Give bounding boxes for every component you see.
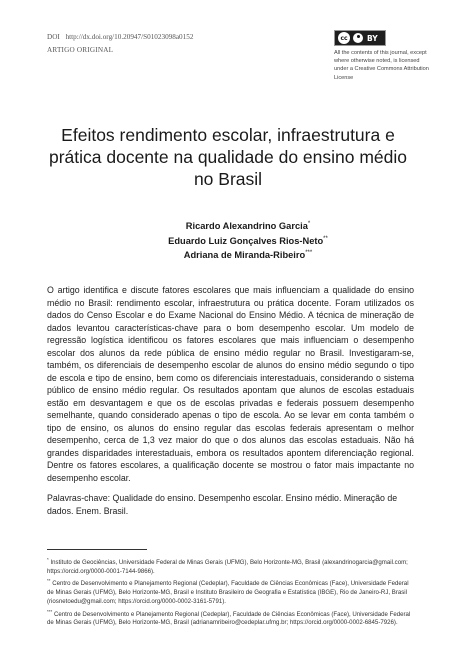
doi-prefix: DOI bbox=[47, 33, 60, 41]
keywords-label: Palavras-chave: bbox=[47, 493, 111, 503]
doi-link[interactable]: http://dx.doi.org/10.20947/S01023098a0152 bbox=[65, 33, 194, 41]
author-name: Adriana de Miranda-Ribeiro bbox=[183, 250, 306, 261]
abstract: O artigo identifica e discute fatores escolares que mais influenciam a qualidade do ensino médio no Brasil: rendimento escolar, infraestrutura ou prática docente. Foram utilizados os dados do Censo Escolar e do Exame Nacional do Ensino Médio. A técnica de mineração de dados levantou características-chave para o bom desempenho escolar. Um modelo de regressão logística identificou os fatores escolares que mais influenciam o desempenho escolar dos alunos da rede pública de ensino médio regular no Brasil. Investigaram-se, também, os diferenciais de desempenho escolar de alunos do ensino médio segundo o tipo de escola e tipo de ensino, bem como os diferenciais interestaduais, considerando o sistema público de ensino médio regular. Os resultados apontam que alunos de escolas estaduais estão em desvantagem e que os de escolas privadas e federais possuem desempenho semelhante, quando considerado apenas o tipo de escola. Ao se levar em conta também o tipo de ensino, os alunos do ensino regular das escolas federais apresentam o melhor desempenho, cerca de 1,3 vez maior do que o dos alunos das escolas estaduais. Não há grandes disparidades interestaduais, embora os resultados apontem diferenciação regional. Dentre os fatores escolares, a qualificação docente se mostrou o fator mais impactante no desempenho escolar. bbox=[47, 285, 414, 483]
article-type: ARTIGO ORIGINAL bbox=[47, 46, 114, 54]
keywords bbox=[47, 492, 414, 517]
license-badge-label: BY bbox=[367, 33, 378, 43]
footnote bbox=[47, 577, 415, 606]
author-name: Eduardo Luiz Gonçalves Rios-Neto bbox=[168, 235, 324, 246]
author-footnote-mark[interactable]: * bbox=[307, 221, 311, 227]
footnote-text: Instituto de Geociências, Universidade Federal de Minas Gerais (UFMG), Belo Horizonte-MG, Brasil (alexandrinogarcia@gmail.com; https://orcid.org/0000-0001-7144-9866). bbox=[47, 559, 408, 575]
keywords-text: Qualidade do ensino. Desempenho escolar. Ensino médio. Mineração de dados. Enem. Brasil. bbox=[47, 493, 398, 516]
license-notice: All the contents of this journal, except where otherwise noted, is licensed under a Creative Commons Attribution License bbox=[334, 50, 429, 81]
footnote-mark: ** bbox=[47, 578, 51, 584]
author-footnote-mark[interactable]: *** bbox=[305, 250, 313, 257]
footnotes bbox=[47, 556, 415, 629]
author-footnote-mark[interactable]: ** bbox=[323, 235, 328, 242]
cc-by-license-badge[interactable] bbox=[334, 30, 386, 46]
footnote-mark: * bbox=[47, 557, 49, 562]
author-2 bbox=[120, 233, 376, 248]
footnote-text: Centro de Desenvolvimento e Planejamento Regional (Cedeplar), Faculdade de Ciências Econômicas (Face), Universidade Federal de Minas Gerais (UFMG), Belo Horizonte-MG, Brasil e Instituto Brasileiro de Geografia e Estatística (IBGE), Rio de Janeiro-RJ, Brasil (riosnetoedu@gmail.com; https://orcid.org/0000-0002-3161-5791). bbox=[47, 580, 409, 605]
author-name: Ricardo Alexandrino Garcia bbox=[185, 221, 308, 232]
creative-commons-icon: cc bbox=[338, 32, 350, 44]
author-1 bbox=[120, 218, 376, 233]
footnote-mark: *** bbox=[47, 608, 53, 614]
author-list bbox=[120, 218, 376, 262]
footnote bbox=[47, 556, 415, 576]
attribution-icon bbox=[353, 33, 363, 43]
footnote bbox=[47, 608, 415, 628]
footnote-text: Centro de Desenvolvimento e Planejamento Regional (Cedeplar), Faculdade de Ciências Econômicas (Face), Universidade Federal de Minas Gerais (UFMG), Belo Horizonte-MG, Brasil (adrianamribeiro@cedeplar.ufmg.br; https://orcid.org/0000-0002-6845-7926). bbox=[47, 610, 411, 627]
doi-line bbox=[47, 33, 193, 41]
author-3 bbox=[120, 247, 376, 262]
footnote-divider bbox=[47, 549, 147, 550]
article-title: Efeitos rendimento escolar, infraestrutura e prática docente na qualidade do ensino médio no Brasil bbox=[48, 125, 408, 189]
